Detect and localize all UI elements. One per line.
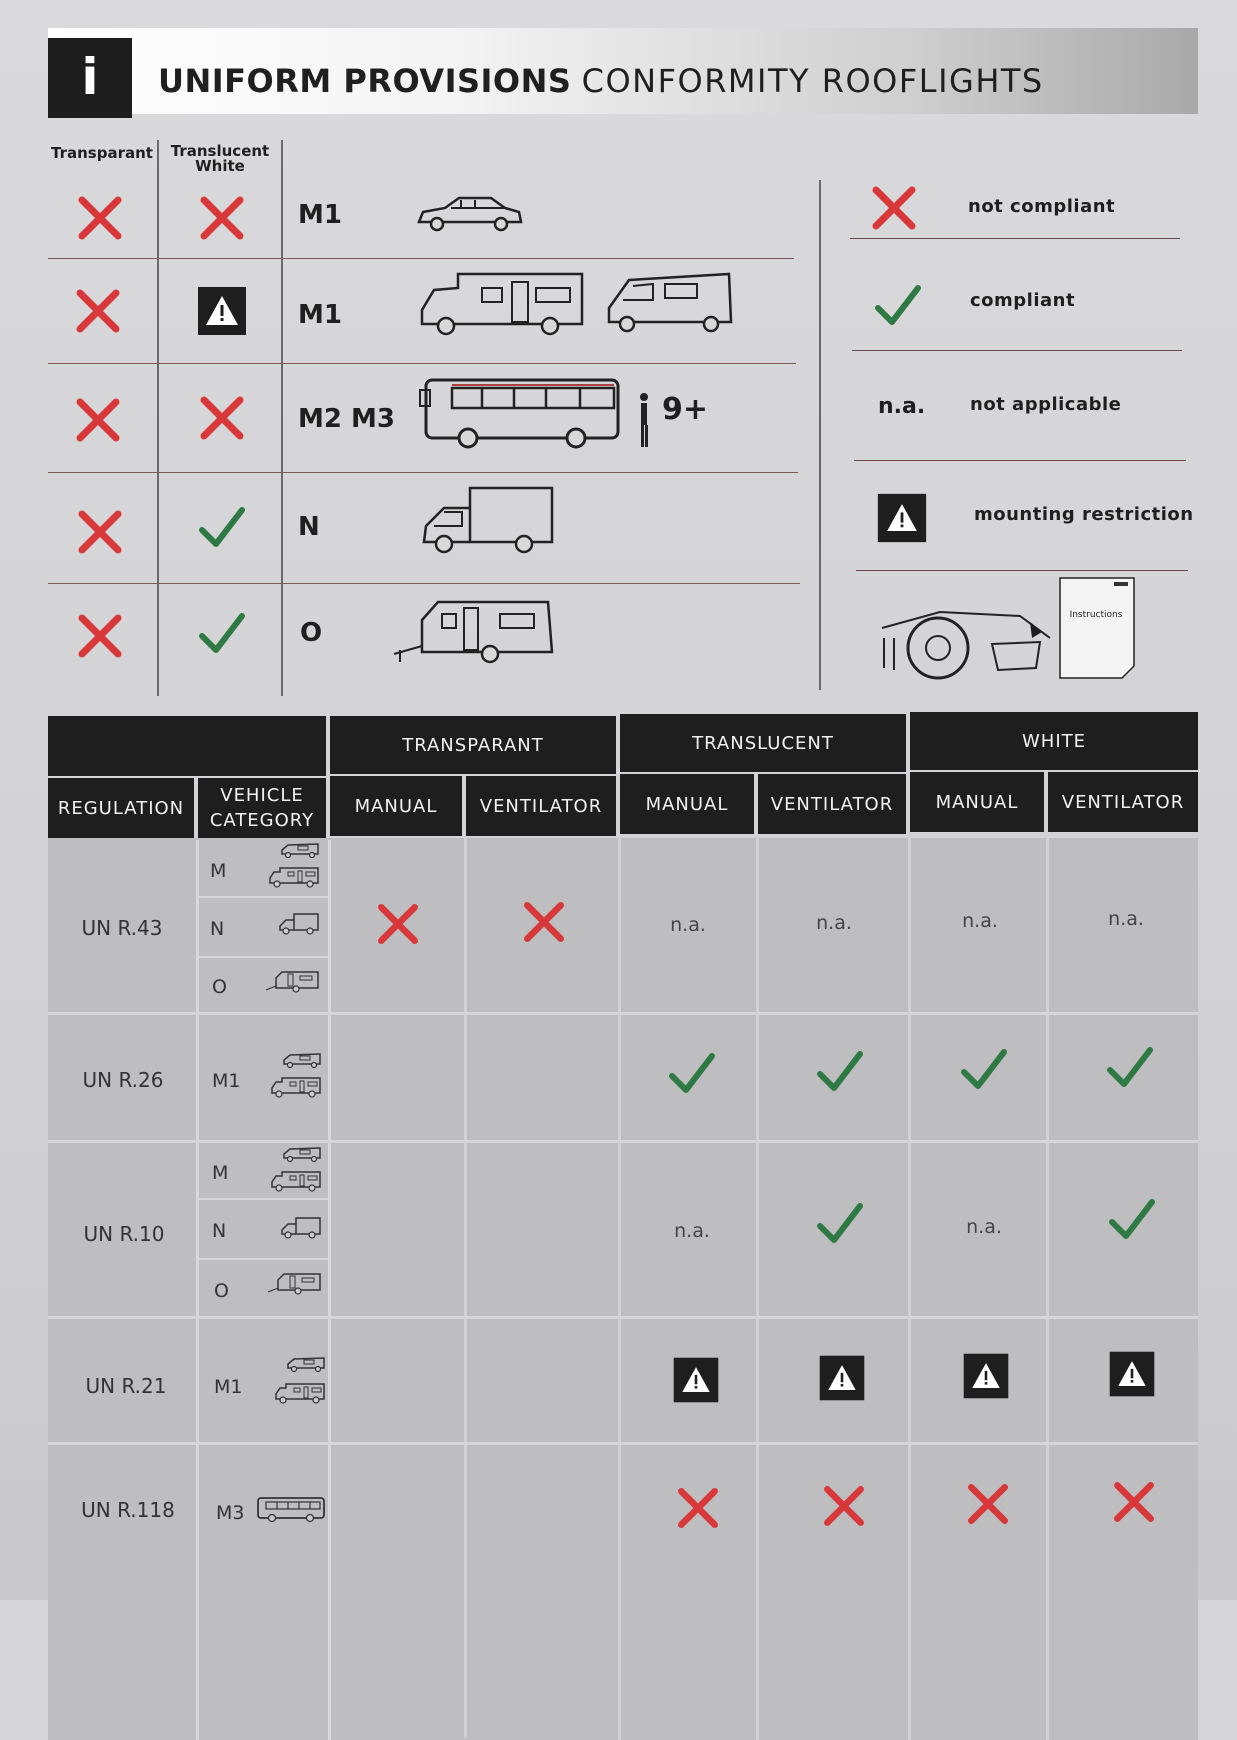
motorhome-icon (270, 1076, 322, 1098)
vehicle-category-m3: M3 (216, 1502, 245, 1524)
legend-divider (819, 180, 821, 690)
cross-icon (194, 190, 250, 246)
header-blank (48, 716, 326, 776)
col-white-line2: White (195, 157, 245, 175)
vehicle-category-o: O (214, 1280, 229, 1302)
dashboard-icon (880, 598, 1052, 690)
table-subrow-sep (198, 896, 328, 898)
table-col-sep (618, 836, 621, 1740)
caravan-icon (392, 596, 558, 668)
vehicle-category-n: N (212, 1220, 227, 1242)
legend-not-compliant: not compliant (968, 196, 1116, 217)
cross-icon (70, 392, 126, 448)
grid-divider (281, 140, 283, 696)
col-regulation: REGULATION (48, 778, 194, 838)
check-icon (664, 1046, 720, 1102)
table-col-sep (908, 834, 911, 1740)
check-icon (870, 278, 926, 334)
table-row-sep (48, 1140, 1198, 1143)
cross-icon (672, 1482, 724, 1534)
na-label: n.a. (1108, 908, 1144, 930)
van-icon (280, 842, 320, 858)
group-transparant: TRANSPARANT (330, 716, 616, 774)
col-transparant-ventilator: VENTILATOR (466, 776, 616, 836)
warning-icon (194, 283, 250, 339)
category-m1: M1 (298, 300, 342, 330)
category-m2-m3: M2 M3 (298, 404, 395, 434)
title-bold: UNIFORM PROVISIONS (158, 62, 572, 100)
warning-icon (818, 1354, 866, 1402)
header-banner (48, 28, 1198, 114)
legend-compliant: compliant (970, 290, 1076, 311)
cross-icon (72, 608, 128, 664)
vehicle-category-m1: M1 (214, 1376, 243, 1398)
regulation-r26: UN R.26 (82, 1068, 164, 1092)
motorhome-icon (268, 866, 320, 888)
info-icon: i (48, 38, 132, 118)
truck-icon (420, 484, 556, 558)
table-col-sep (196, 840, 199, 1740)
grid-row-line (48, 258, 794, 259)
table-col-sep (464, 838, 467, 1738)
check-icon (1104, 1192, 1160, 1248)
regulation-r118: UN R.118 (81, 1498, 175, 1522)
regulation-r43: UN R.43 (81, 916, 163, 940)
bus-icon (418, 376, 624, 450)
cross-icon (72, 190, 128, 246)
col-vehicle-category: VEHICLE CATEGORY (198, 778, 326, 838)
legend-line (854, 460, 1186, 461)
col-white-manual: MANUAL (910, 772, 1044, 832)
passenger-count: 9+ (662, 392, 709, 427)
group-white: WHITE (910, 712, 1198, 770)
cross-icon (72, 504, 128, 560)
title-light: CONFORMITY ROOFLIGHTS (581, 62, 1044, 100)
instructions-label: Instructions (1069, 610, 1123, 620)
cross-icon (866, 180, 922, 236)
check-icon (194, 500, 250, 556)
col-transparant-label: Transparant (51, 144, 153, 162)
van-icon (605, 270, 735, 334)
check-icon (812, 1196, 868, 1252)
category-n: N (298, 512, 320, 542)
cross-icon (194, 390, 250, 446)
na-label: n.a. (966, 1216, 1002, 1238)
grid-divider (157, 140, 159, 696)
truck-icon (278, 912, 320, 936)
warning-icon (1108, 1350, 1156, 1398)
van-icon (282, 1052, 322, 1068)
regulation-r21: UN R.21 (85, 1374, 167, 1398)
cross-icon (1108, 1476, 1160, 1528)
col-translucent-ventilator: VENTILATOR (758, 774, 906, 834)
regulation-r10: UN R.10 (83, 1222, 165, 1246)
warning-icon (672, 1356, 720, 1404)
motorhome-icon (418, 270, 588, 340)
table-col-sep (328, 840, 331, 1740)
legend-line (852, 350, 1182, 351)
cross-icon (518, 896, 570, 948)
grid-row-line (48, 583, 800, 584)
category-o: O (300, 618, 323, 648)
legend-mounting-restriction: mounting restriction (974, 504, 1194, 525)
grid-row-line (48, 472, 798, 473)
cross-icon (818, 1480, 870, 1532)
table-row-sep (48, 1442, 1198, 1445)
motorhome-icon (270, 1170, 322, 1192)
caravan-icon (266, 1272, 322, 1296)
warning-icon (962, 1352, 1010, 1400)
col-white-ventilator: VENTILATOR (1048, 772, 1198, 832)
legend-na-symbol: n.a. (878, 394, 926, 419)
legend-not-applicable: not applicable (970, 394, 1122, 415)
na-label: n.a. (670, 914, 706, 936)
warning-icon (876, 492, 928, 544)
vehicle-category-o: O (212, 976, 227, 998)
check-icon (1102, 1040, 1158, 1096)
cross-icon (962, 1478, 1014, 1530)
vehicle-category-m: M (212, 1162, 229, 1184)
vehicle-category-m: M (210, 860, 227, 882)
col-translucent-label (160, 144, 280, 174)
grid-row-line (48, 363, 796, 364)
table-subrow-sep (198, 956, 328, 958)
bus-icon (256, 1496, 326, 1524)
check-icon (812, 1044, 868, 1100)
instructions-icon (1058, 576, 1138, 680)
caravan-icon (264, 970, 320, 994)
table-col-sep (1046, 834, 1049, 1740)
group-translucent: TRANSLUCENT (620, 714, 906, 772)
motorhome-icon (274, 1382, 326, 1404)
person-icon (636, 392, 652, 450)
table-subrow-sep (198, 1198, 328, 1200)
check-icon (956, 1042, 1012, 1098)
check-icon (194, 606, 250, 662)
category-m1: M1 (298, 200, 342, 230)
truck-icon (280, 1216, 322, 1240)
car-icon (415, 190, 525, 238)
na-label: n.a. (674, 1220, 710, 1242)
table-row-sep (48, 1012, 1198, 1015)
table-row-sep (48, 1316, 1198, 1319)
na-label: n.a. (816, 912, 852, 934)
table-col-sep (756, 836, 759, 1740)
col-translucent-line1: Translucent (170, 142, 270, 160)
cross-icon (70, 283, 126, 339)
van-icon (286, 1356, 326, 1372)
table-subrow-sep (198, 1258, 328, 1260)
vehicle-category-n: N (210, 918, 225, 940)
col-translucent-manual: MANUAL (620, 774, 754, 834)
van-icon (282, 1146, 322, 1162)
vehicle-category-m1: M1 (212, 1070, 241, 1092)
cross-icon (372, 898, 424, 950)
page-title (158, 62, 1044, 100)
na-label: n.a. (962, 910, 998, 932)
legend-line (856, 570, 1188, 571)
col-transparant-manual: MANUAL (330, 776, 462, 836)
legend-line (850, 238, 1180, 239)
